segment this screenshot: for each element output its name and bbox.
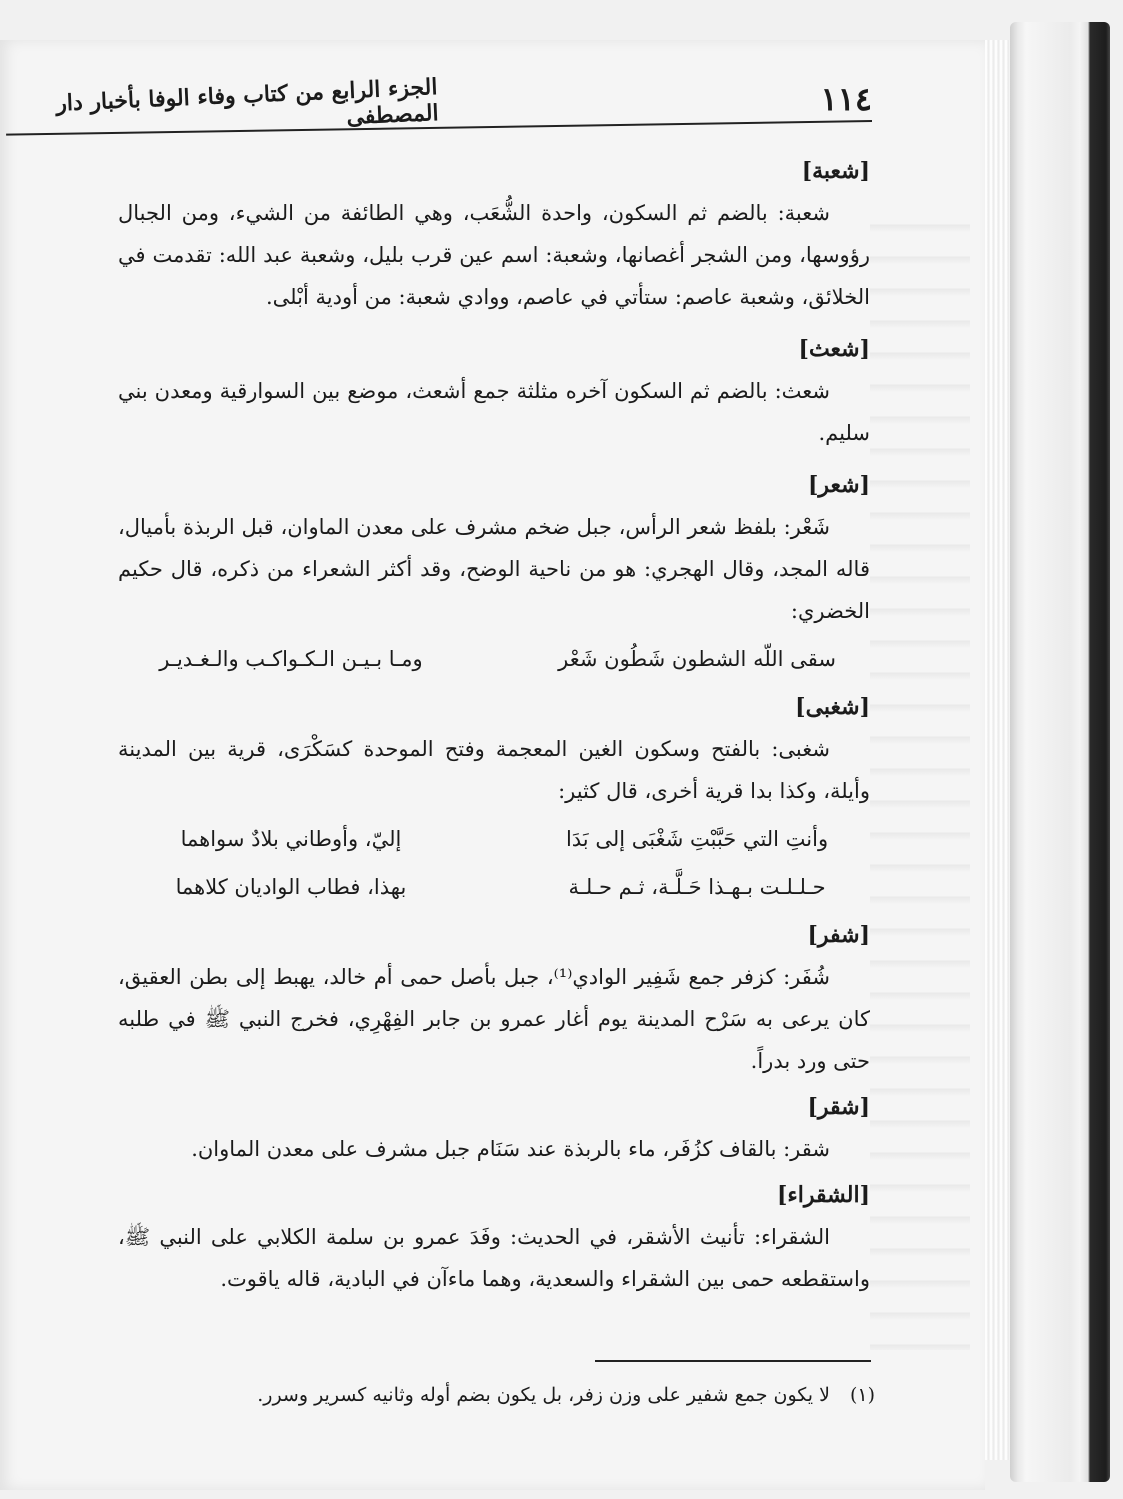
entry-shar (118, 464, 870, 680)
entry-heading: [شغبى] (795, 694, 870, 720)
footnote-number: (١) (849, 1384, 875, 1406)
running-title: الجزء الرابع من كتاب وفاء الوفا بأخبار دار المصطفى (55, 74, 440, 130)
entry-shaghba (118, 686, 870, 908)
verse-first-hemistich: وأنتِ التي حَبَّبْتِ شَغْبَى إلى بَدَا (565, 827, 829, 851)
entry-shufar (118, 914, 870, 1082)
verse-line (118, 818, 870, 860)
running-header (0, 68, 1123, 128)
verse-line (118, 866, 870, 908)
footnote-rule (595, 1360, 871, 1362)
verse-first-hemistich: سقى اللّه الشطون شَطُون شَعْر (558, 647, 836, 671)
entry-paragraph: شغبى: بالفتح وسكون الغين المعجمة وفتح الموحدة كسَكْرَى، قرية بين المدينة وأيلة، وكذا بدا قرية أخرى، قال كثير: (118, 737, 870, 803)
verse-second-hemistich: ومـا بـيـن الـكـواكـب والـغـديـر (159, 647, 423, 671)
entry-heading: [شعبة] (801, 158, 870, 184)
entry-paragraph: شُفَر: كزفر جمع شَفِير الوادي⁽¹⁾، جبل بأصل حمى أم خالد، يهبط إلى بطن العقيق، كان يرعى به سَرْح المدينة يوم أغار عمرو بن جابر الفِهْرِي، فخرج النبي ﷺ في طلبه حتى ورد بدراً. (118, 965, 870, 1073)
entry-shuth (118, 328, 870, 454)
entry-paragraph: شَعْر: بلفظ شعر الرأس، جبل ضخم مشرف على معدن الماوان، قبل الربذة بأميال، قاله المجد، وقال الهجري: هو من ناحية الوضح، وقد أكثر الشعراء من ذكره، قال حكيم الخضري: (118, 515, 870, 623)
footnote-text: لا يكون جمع شفير على وزن زفر، بل يكون بضم أوله وثانيه كسرير وسرر. (257, 1384, 830, 1406)
verse-second-hemistich: بهذا، فطاب الواديان كلاهما (175, 875, 407, 899)
bleed-through (870, 200, 970, 1350)
entry-heading: [الشقراء] (777, 1182, 870, 1208)
entry-heading: [شعر] (807, 472, 870, 498)
page-number: ١١٤ (820, 80, 872, 118)
verse-first-hemistich: حـلـلـت بـهـذا حَـلَّـة، ثـم حـلـة (568, 875, 826, 899)
entry-shuqar (118, 1086, 870, 1170)
entry-paragraph: شعث: بالضم ثم السكون آخره مثلثة جمع أشعث، موضع بين السوارقية ومعدن بني سليم. (118, 379, 870, 445)
entry-heading: [شعث] (798, 336, 870, 362)
entry-alshaqra (118, 1174, 870, 1300)
verse-line (118, 638, 870, 680)
footnote (230, 1378, 875, 1412)
entry-paragraph: الشقراء: تأنيث الأشقر، في الحديث: وفَدَ عمرو بن سلمة الكلابي على النبي ﷺ، واستقطعه حمى بين الشقراء والسعدية، وهما ماءآن في البادية، قاله ياقوت. (118, 1225, 870, 1291)
entry-paragraph: شعبة: بالضم ثم السكون، واحدة الشُّعَب، وهي الطائفة من الشيء، ومن الجبال رؤوسها، ومن الشجر أغصانها، وشعبة: اسم عين قرب بليل، وشعبة عبد الله: تقدمت في الخلائق، وشعبة عاصم: ستأتي في عاصم، ووادي شعبة: من أودية أبْلى. (118, 201, 870, 309)
main-text (118, 150, 870, 1304)
book-cover-edge (1010, 22, 1110, 1482)
entry-heading: [شفر] (807, 922, 870, 948)
entry-paragraph: شقر: بالقاف كزُفَر، ماء بالربذة عند سَنَام جبل مشرف على معدن الماوان. (191, 1137, 830, 1161)
entry-heading: [شقر] (807, 1094, 870, 1120)
entry-shuba (118, 150, 870, 318)
verse-second-hemistich: إليّ، وأوطاني بلادٌ سواهما (180, 827, 402, 851)
